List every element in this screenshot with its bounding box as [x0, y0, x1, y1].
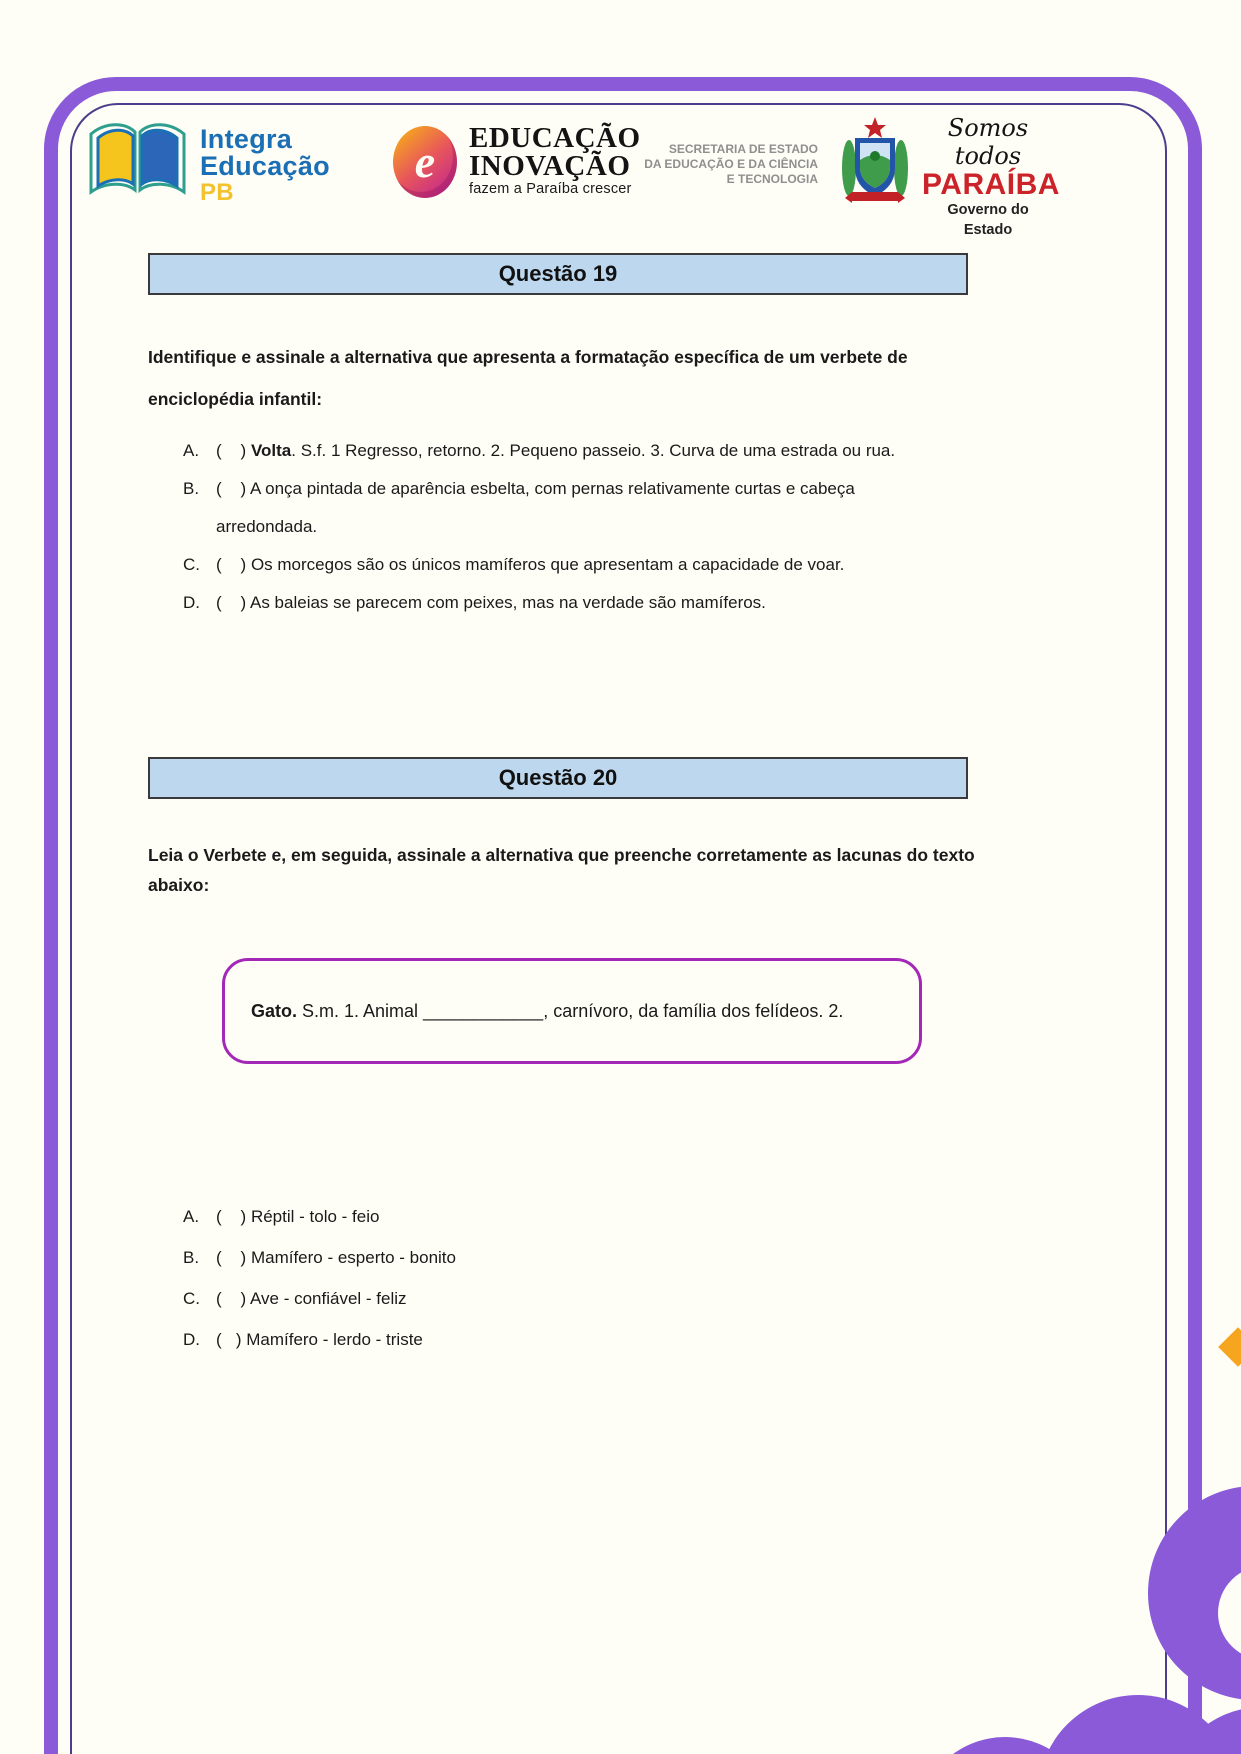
question20-prompt-line2: abaixo:: [148, 875, 210, 895]
inovacao-line2: INOVAÇÃO: [469, 150, 631, 182]
question19-title: Questão 19: [498, 261, 618, 286]
integra-line2: Educação: [200, 151, 330, 181]
secretaria-line1: SECRETARIA DE ESTADO: [668, 142, 818, 156]
somos-todos-text: Somos todos: [947, 114, 1029, 170]
inovacao-tagline: fazem a Paraíba crescer: [469, 181, 632, 197]
governo-estado-text: Governo do Estado: [947, 202, 1029, 238]
verbete-headword: Gato.: [251, 1000, 298, 1021]
option-letter: C.: [183, 555, 200, 574]
integra-logo-text: [200, 116, 330, 209]
e-emblem-icon: e: [393, 126, 457, 198]
question19-option-c[interactable]: [183, 546, 983, 584]
option-text: ( ) Ave - confiável - feliz: [216, 1289, 407, 1308]
option-text: ( ) Mamífero - lerdo - triste: [216, 1330, 423, 1349]
paraiba-text: PARAÍBA: [922, 168, 1060, 201]
answer-parentheses[interactable]: ( ): [216, 1207, 251, 1226]
question19-prompt-line2: enciclopédia infantil:: [148, 389, 323, 409]
answer-parentheses[interactable]: ( ): [216, 479, 250, 498]
integra-line1: Integra: [200, 124, 293, 154]
option-text-continuation: arredondada.: [216, 517, 318, 536]
option-letter: A.: [183, 1207, 200, 1226]
option-letter: D.: [183, 593, 200, 612]
answer-parentheses[interactable]: ( ): [216, 1248, 251, 1267]
question19-option-b[interactable]: [183, 470, 983, 546]
question19-prompt: [148, 336, 978, 420]
answer-parentheses[interactable]: ( ): [216, 1289, 250, 1308]
question19-options: [183, 432, 983, 622]
option-text: ( ) Volta. S.f. 1 Regresso, retorno. 2. Pequeno passeio. 3. Curva de uma estrada ou rua.: [216, 441, 896, 460]
question19-option-a[interactable]: [183, 432, 983, 470]
question19-option-d[interactable]: [183, 584, 983, 622]
question20-options: [183, 1196, 783, 1360]
answer-parentheses[interactable]: ( ): [216, 555, 251, 574]
question20-option-a[interactable]: [183, 1196, 783, 1237]
paraiba-coat-of-arms-icon: [836, 116, 914, 211]
answer-parentheses[interactable]: ( ): [216, 1330, 247, 1349]
question20-prompt: [148, 840, 1028, 900]
inovacao-line1: EDUCAÇÃO: [469, 122, 641, 154]
secretaria-line2: DA EDUCAÇÃO E DA CIÊNCIA: [644, 157, 818, 171]
verbete-box: [222, 958, 922, 1064]
option-letter: B.: [183, 1248, 200, 1267]
question20-option-c[interactable]: [183, 1278, 783, 1319]
option-letter: D.: [183, 1330, 200, 1349]
governo-paraiba-logo: [922, 114, 1060, 240]
answer-parentheses[interactable]: ( ): [216, 441, 251, 460]
orange-diamond-decoration: [1218, 1327, 1241, 1367]
question19-title-bar: [148, 253, 968, 295]
verbete-definition: S.m. 1. Animal ____________, carnívoro, da família dos felídeos. 2.: [297, 1000, 844, 1021]
option-text: ( ) Mamífero - esperto - bonito: [216, 1248, 456, 1267]
integra-pb: PB: [200, 179, 234, 206]
option-text: ( ) Réptil - tolo - feio: [216, 1207, 380, 1226]
option-text: ( ) As baleias se parecem com peixes, mas na verdade são mamíferos.: [216, 593, 766, 612]
option-text: ( ) A onça pintada de aparência esbelta, com pernas relativamente curtas e cabeça arredondada.: [216, 470, 855, 546]
answer-parentheses[interactable]: ( ): [216, 593, 250, 612]
question20-option-d[interactable]: [183, 1319, 783, 1360]
verbete-text: [251, 1001, 843, 1022]
option-text: ( ) Os morcegos são os únicos mamíferos que apresentam a capacidade de voar.: [216, 555, 845, 574]
secretaria-line3: E TECNOLOGIA: [726, 172, 818, 186]
integra-educacao-logo: [85, 116, 330, 209]
open-book-icon: [85, 116, 190, 209]
option-letter: C.: [183, 1289, 200, 1308]
option-letter: A.: [183, 441, 200, 460]
question19-prompt-line1: Identifique e assinale a alternativa que apresenta a formatação específica de um verbete de: [148, 347, 908, 367]
question20-title-bar: [148, 757, 968, 799]
question20-prompt-line1: Leia o Verbete e, em seguida, assinale a alternativa que preenche corretamente as lacunas do texto: [148, 845, 975, 865]
option-letter: B.: [183, 479, 200, 498]
question20-option-b[interactable]: [183, 1237, 783, 1278]
question20-title: Questão 20: [498, 765, 618, 790]
secretaria-text: [598, 142, 818, 187]
